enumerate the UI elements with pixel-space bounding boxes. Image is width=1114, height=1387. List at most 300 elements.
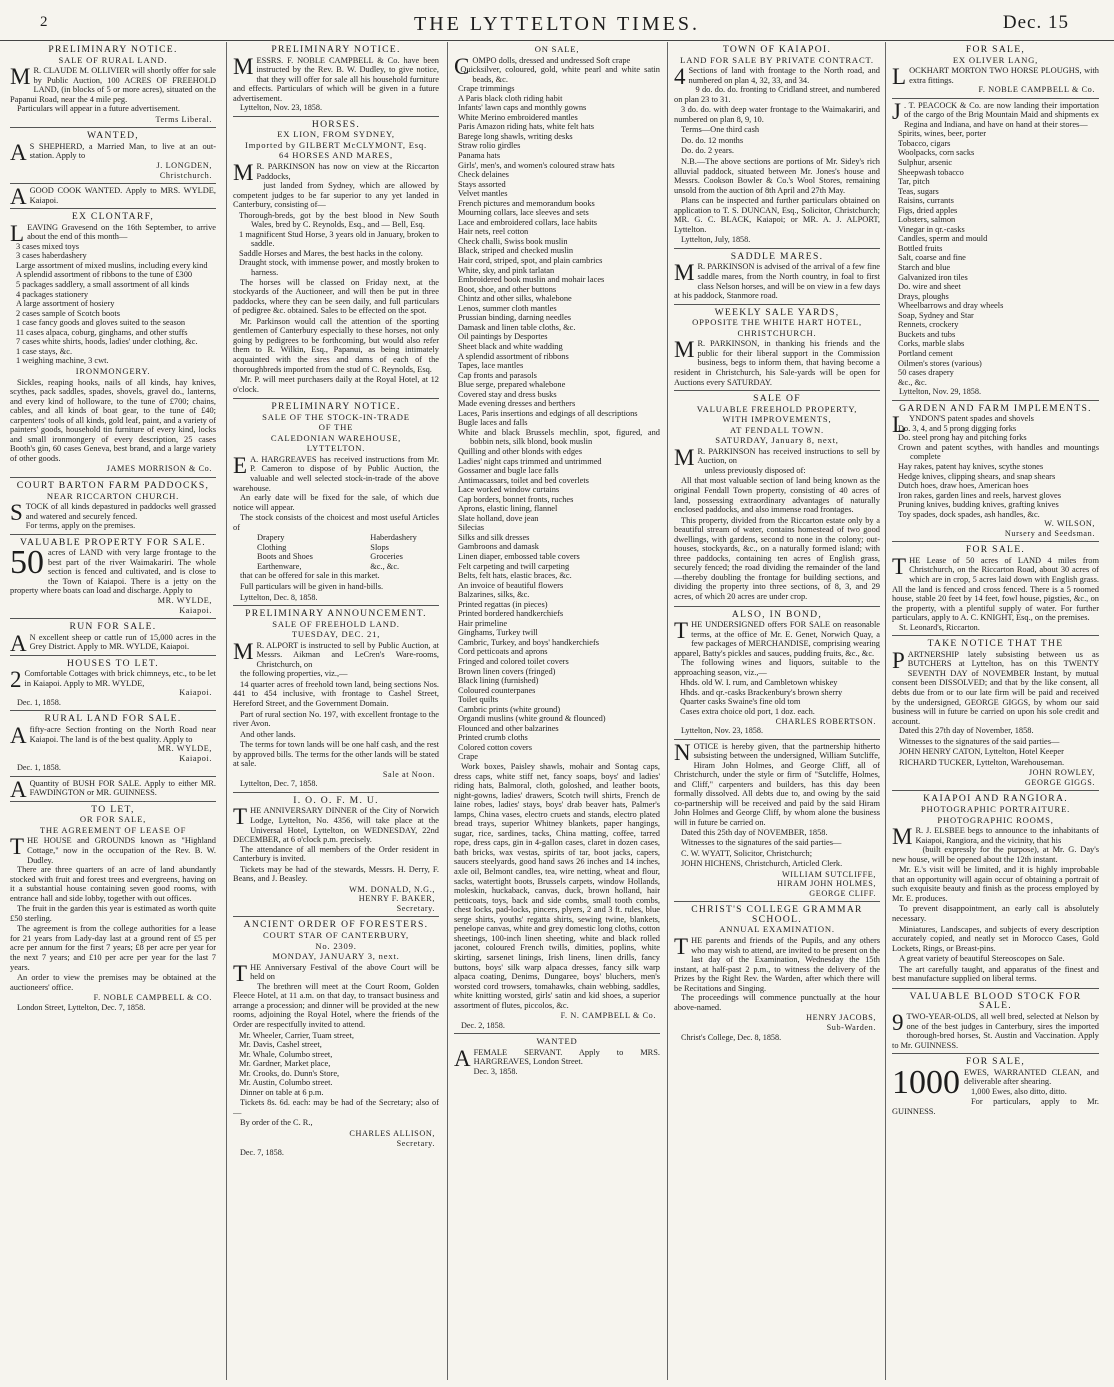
list-item: Printed bordered handkerchiefs <box>458 609 564 619</box>
ad-text: The proceedings will commence punctually at the hour above-named. <box>674 993 880 1012</box>
ad-text: FEMALE SERVANT. Apply to MRS. HARGREAVES, London Street. <box>473 1047 660 1067</box>
list-item: Coloured counterpanes <box>458 685 536 695</box>
list-item: Crown and patent scythes, with handles and mountings complete <box>898 442 1099 462</box>
column-1 <box>10 42 216 1382</box>
column-rule <box>447 42 448 1380</box>
list-item: Sulphur, arsenic <box>898 158 953 168</box>
list-item: Mr. Wheeler, Carrier, Tuam street, <box>239 1030 354 1040</box>
list-item: Velvet mantles <box>458 189 508 199</box>
column-rule <box>226 42 227 1380</box>
ad-heading: OF THE <box>318 422 354 433</box>
ad-text: A. HARGREAVES has received instructions from Mr. P. Cameron to dispose of by Public Auction, the valuable and well selected stock-in-trade of the above warehouse. <box>233 454 439 493</box>
ad-text: To prevent disappointment, an early call is absolutely necessary. <box>892 904 1099 924</box>
ad-heading: ALSO, IN BOND, <box>731 608 823 620</box>
list-item: Toilet quilts <box>458 695 499 705</box>
ad-heading: IRONMONGERY. <box>75 365 151 376</box>
ad-heading: SALE OF RURAL LAND. <box>58 54 168 65</box>
list-item: White Merino embroidered mantles <box>458 112 578 122</box>
advertisement <box>892 42 1099 99</box>
goods-list <box>454 65 660 762</box>
ad-text: An order to view the premises may be obtained at the auctioneers' office. <box>10 973 216 992</box>
advertisement <box>10 619 216 656</box>
list-item: Cambric, Turkey, and boys' handkerchiefs <box>458 637 599 647</box>
ad-text: There are three quarters of an acre of land abundantly stocked with fruit and forest trees and evergreens, having on it a substantial house containing seven good rooms, with entrance hall and side lobby, together with out offices. <box>10 865 216 903</box>
ad-text: Witnesses to the signatures of the said parties— <box>681 838 842 848</box>
ad-signature: HENRY JACOBS, <box>806 1013 876 1023</box>
advertisement <box>233 917 439 1160</box>
list-item: Mr. Gardner, Market place, <box>239 1059 331 1069</box>
list-item: Damask and linen table cloths, &c. <box>458 322 576 332</box>
ad-heading: VALUABLE FREEHOLD PROPERTY, <box>696 403 858 414</box>
ad-heading: 64 HORSES AND MARES, <box>279 150 393 161</box>
ad-heading: CALEDONIAN WAREHOUSE, <box>270 432 402 443</box>
ad-heading: PRELIMINARY ANNOUNCEMENT. <box>245 608 427 620</box>
list-item: 1 case fancy goods and gloves suited to the season <box>16 318 186 328</box>
ad-signature: F. N. CAMPBELL & Co. <box>560 1011 656 1021</box>
ad-heading: TOWN OF KAIAPOI. <box>722 44 832 55</box>
list-item: Covered stay and dress busks <box>458 389 557 399</box>
ad-text: HE ANNIVERSARY DINNER of the City of Norwich Lodge, Lyttelton, No. 4356, will take place at the Universal Hotel, Lyttelton, on WEDNESDAY, 22nd DECEMBER, at 6 o'clock p.m. precisely. <box>233 806 439 845</box>
ad-heading: PRELIMINARY NOTICE. <box>271 44 401 55</box>
advertisement <box>10 777 216 802</box>
ad-signature: Secretary. <box>396 1138 435 1148</box>
ad-text: The attendance of all members of the Order resident in Canterbury is invited. <box>233 844 439 864</box>
ad-text: TWO-YEAR-OLDS, all well bred, selected at Nelson by one of the best judges in Canterbury, sires the imported thorough-bred horses, St. Austin and Vaccination. Apply to Mr. GUINNESS. <box>892 1011 1099 1050</box>
advertisement <box>233 793 439 918</box>
list-item: Starch and blue <box>898 263 951 273</box>
ad-signature: CHARLES ROBERTSON. <box>775 716 876 726</box>
drop-cap: C <box>454 53 470 79</box>
list-item: Cases extra choice old port, 1 doz. each. <box>680 707 815 716</box>
list-item: Hair cord, striped, spot, and plain cambrics <box>458 256 603 266</box>
drop-cap: T <box>892 553 907 579</box>
list-item: Prussian binding, darning needles <box>458 313 572 323</box>
list-item: Cambric prints (white ground) <box>458 704 561 714</box>
list-item: Woolpacks, corn sacks <box>898 148 975 158</box>
ad-heading: KAIAPOI AND RANGIORA. <box>923 793 1068 805</box>
advertisement <box>674 740 880 903</box>
ad-heading: SADDLE MARES. <box>730 250 824 262</box>
ad-text: Sections of land with frontage to the North road, and numbered on plan 4, 32, 33, and 34. <box>688 66 880 85</box>
ad-heading: NEAR RICCARTON CHURCH. <box>46 490 180 501</box>
newspaper-title: THE LYTTELTON TIMES. <box>414 13 700 35</box>
ad-text: HE HOUSE and GROUNDS known as "Highland Cottage," now in the occupation of the Rev. B. W. Dudley. <box>27 836 216 865</box>
ad-text: the following properties, viz.,— <box>240 669 348 679</box>
ad-heading: PHOTOGRAPHIC PORTRAITURE. <box>920 804 1071 815</box>
ad-date: Christ's College, Dec. 8, 1858. <box>681 1032 782 1042</box>
advertisement <box>892 401 1099 543</box>
ad-text: JOHN HENRY CATON, Lyttelton, Hotel Keeper <box>899 747 1064 757</box>
ad-heading: WEEKLY SALE YARDS, <box>714 306 840 318</box>
ad-signature: F. NOBLE CAMPBELL & Co. <box>978 85 1095 95</box>
ad-text: All that most valuable section of land being known as the original Fendall Town property, consisting of 40 acres of land, possessing extraordinary advantages of naturally enclosed paddocks, and also immense road frontages. <box>674 476 880 515</box>
list-item: Mourning collars, lace sleeves and sets <box>458 208 589 218</box>
list-item: Black lining (furnished) <box>458 676 539 686</box>
list-item: Hedge knives, clipping shears, and snap shears <box>898 471 1056 481</box>
ad-date: St. Leonard's, Riccarton. <box>899 622 980 632</box>
drop-cap: A <box>10 723 27 748</box>
list-item: Hhds. old W. I. rum, and Cambletown whiskey <box>680 678 838 688</box>
list-item: Figs, dried apples <box>898 205 958 215</box>
list-item: Hair primeline <box>458 618 508 628</box>
ad-text: Miniatures, Landscapes, and subjects of every description accurately copied, and neatly set in Morocco Cases, Gold Lockets, Rings, or Breast-pins. <box>892 924 1099 953</box>
ad-text: Tickets may be had of the stewards, Messrs. H. Derry, F. Beans, and J. Beasley. <box>233 864 439 884</box>
ad-text: Work boxes, Paisley shawls, mohair and Sontag caps, dress caps, white stiff net, fancy soaps, boys' and ladies' riding hats, Balmoral, cloth, goloshed, and leather boots, night-gowns, ladies' drawers, Scotch twill shirts, French de laine robes, ladies' stays, boys' drab beaver hats, Palmer's lamps, China vases, electro cruets and stands, electro plated bread trays, superior Whitney blankets, paper hangings, sugar, rice, sardines, tacks, China matting, coffee, tarred rope, dress caps, gin in 4-gallon cases, claret in dozen cases, bath bricks, wax vestas, spirits of tar, boot jacks, capers, saucers steelyards, good hand saws 26 inches and 14 inches, axle oil, Belmont candles, tea, wire netting, wheat and flour, sacks, watertight boots, Brussels carpets, window Hollands, moleskin, huckaback, canvas, duck, brown holland, hair petticoats, toys, back and side combs, small tooth combs, chest locks, pad-locks, pincers, plyers, 2 and 3 ft. rules, blue serge shirts, youths' regatta shirts, sewing twine, blankets, penelope canvas, white and grey domestic long cloths, cotton sheetings, 100-inch linen sheeting, white and black rolled jaconet, coloured French twills, dimities, poplins, white skirting, sarsenet linings, Irish linens, linen drills, fancy buttons, boys' silk warp alpaca dresses, fancy silk warp alpaca coating, Denims, Dungaree, boys' bluchers, men's worsted cord trowsers, tomahawks, chain webbing, saddles, white knitting worsted, girls' satin and kid shoes, a superior assortment of flutes, piccolos, &c. <box>454 762 660 1010</box>
ad-text: C. W. WYATT, Solicitor, Christchurch; <box>681 848 813 858</box>
advertisement <box>10 535 216 619</box>
drop-cap: A <box>10 630 27 656</box>
ad-signature: F. NOBLE CAMPBELL & CO. <box>93 993 212 1003</box>
list-item: Balzarines, silks, &c. <box>458 590 530 600</box>
ad-text: fifty-acre Section fronting on the North Road near Kaiapoi. The land is of the best quality. Apply to <box>29 725 216 744</box>
ad-heading: EX CLONTARF, <box>71 211 155 223</box>
drop-cap: E <box>233 452 248 478</box>
list-item: Sheepwash tobacco <box>898 167 964 177</box>
ad-heading: COURT STAR OF CANTERBURY, <box>263 930 409 941</box>
list-item: Paris Amazon riding hats, white felt hats <box>458 122 595 132</box>
ad-text: The following wines and liquors, suitable to the approaching season, viz.,— <box>674 658 880 677</box>
ad-heading: HORSES. <box>311 118 361 130</box>
ad-date: Dec. 3, 1858. <box>473 1066 518 1076</box>
ad-text: that can be offered for sale in this market. <box>240 571 380 581</box>
ad-text: EWES, WARRANTED CLEAN, and deliverable after shearing. <box>964 1067 1099 1087</box>
drop-cap: T <box>233 804 248 830</box>
list-item: Felt carpeting and twill carpeting <box>458 561 570 571</box>
advertisement <box>233 606 439 793</box>
ad-text: Dinner on table at 6 p.m. <box>240 1087 324 1097</box>
ad-text: Mr. P. will meet purchasers daily at the Royal Hotel, at 12 o'clock. <box>233 375 439 394</box>
item-list <box>674 678 880 716</box>
list-item: An invoice of beautiful flowers <box>458 580 564 590</box>
list-item: Mr. Crooks, do. Dunn's Store, <box>239 1068 340 1078</box>
drop-cap: 50 <box>10 544 44 582</box>
drop-cap: T <box>674 934 689 960</box>
ad-text: TOCK of all kinds depastured in paddocks well grassed and watered and securely fenced. <box>25 502 216 521</box>
list-item: Made evening dresses and berthers <box>458 399 576 409</box>
ad-heading: TO LET, <box>91 803 135 815</box>
list-item: Black, striped and checked muslin <box>458 246 574 256</box>
list-item: Colored cotton covers <box>458 742 532 752</box>
ad-signature: GEORGE GIGGS. <box>1024 777 1095 787</box>
drop-cap: 1000 <box>892 1063 960 1101</box>
drop-cap: L <box>10 220 25 246</box>
ad-text: N.B.—The above sections are portions of Mr. Sidey's rich alluvial paddock, situated between Mr. Jones's house and Messrs. Cookson Bowler & Co.'s Wool Stores, remaining unsold from the auction of 8th April and 27th May. <box>674 157 880 195</box>
list-item: Brown linen covers (fringed) <box>458 666 556 676</box>
list-item: &c., &c. <box>370 561 400 571</box>
ad-date: London Street, Lyttelton, Dec. 7, 1858. <box>17 1002 146 1012</box>
ad-heading: LAND FOR SALE BY PRIVATE CONTRACT. <box>680 54 874 65</box>
ad-text: Witnesses to the signatures of the said parties— <box>899 736 1060 746</box>
list-item: 2 cases sample of Scotch boots <box>16 308 120 318</box>
ad-text: The stock consists of the choicest and most useful Articles of <box>233 513 439 532</box>
ad-text: just landed from Sydney, which are allowed by competent judges to be far superior to any yet landed in Canterbury, consisting of— <box>233 181 439 210</box>
drop-cap: N <box>674 739 691 765</box>
ad-date: Lyttelton, Nov. 23, 1858. <box>681 726 764 736</box>
list-item: Straw rolio girdles <box>458 141 521 151</box>
ad-text: An early date will be fixed for the sale, of which due notice will appear. <box>233 493 439 512</box>
drop-cap: T <box>674 618 689 644</box>
list-item: A Paris black cloth riding habit <box>458 93 563 103</box>
list-item: Cord petticoats and aprons <box>458 647 548 657</box>
list-item: Cap fronts and parasols <box>458 370 537 380</box>
ad-text: Tickets 8s. 6d. each: may be had of the Secretary; also of— <box>233 1098 439 1117</box>
drop-cap: A <box>10 139 27 165</box>
ad-heading: TAKE NOTICE THAT THE <box>927 638 1064 650</box>
list-item: Do. 3, 4, and 5 prong digging forks <box>898 423 1017 433</box>
ad-text: R. PARKINSON, in thanking his friends and the public for their liberal support in the Commission business, begs to inform them, that having become a resident in Christchurch, his Sale-yards will be open for Auctions every SATURDAY. <box>674 339 880 387</box>
advertisement <box>233 42 439 117</box>
list-item: Pruning knives, budding knives, grafting knives <box>898 500 1059 510</box>
list-item: Teas, sugars <box>898 186 939 196</box>
list-item: Check challi, Swiss book muslin <box>458 236 568 246</box>
ad-signature: Sub-Warden. <box>826 1022 876 1032</box>
list-item: Lace and embroidered collars, lace habits <box>458 217 598 227</box>
ad-text: The brethren will meet at the Court Room, Golden Fleece Hotel, at 11 a.m. on that day, to transact business and arrange a procession; and dinner will be provided at the new rooms, adjoining the Royal Hotel, where the friends of the Order are respectfully invited to attend. <box>233 981 439 1029</box>
ad-signature: Christchurch. <box>159 170 212 180</box>
list-item: Tobacco, cigars <box>898 138 951 148</box>
list-item: Wheelbarrows and dray wheels <box>898 301 1004 311</box>
drop-cap: 9 <box>892 1009 904 1035</box>
list-item: A splendid assortment of ribbons to the tune of £300 <box>16 270 193 280</box>
list-item: Mr. Whale, Columbo street, <box>239 1049 333 1059</box>
list-item: Large assortment of mixed muslins, including every kind <box>16 260 208 270</box>
ad-heading: HOUSES TO LET. <box>66 657 160 669</box>
advertisement <box>10 184 216 209</box>
list-item: Hay rakes, patent hay knives, scythe stones <box>898 461 1044 471</box>
ad-text: HE Anniversary Festival of the above Court will be held on <box>250 962 439 982</box>
drop-cap: L <box>892 64 907 90</box>
ad-heading: OPPOSITE THE WHITE HART HOTEL, <box>692 317 862 328</box>
ad-text: R. PARKINSON has received instructions to sell by Auction, on <box>697 446 880 466</box>
ad-text: unless previously disposed of: <box>704 465 806 475</box>
ad-text: JOHN HICHENS, Christchurch, Articled Clerk. <box>681 859 843 869</box>
ad-date: Lyttelton, Dec. 8, 1858. <box>240 592 318 602</box>
ad-heading: COURT BARTON FARM PADDOCKS, <box>16 479 210 491</box>
list-item: Oil paintings by Desportes <box>458 332 548 342</box>
list-item: Iron rakes, garden lines and reels, harvest gloves <box>898 490 1062 500</box>
drop-cap: S <box>10 500 23 526</box>
advertisement <box>10 656 216 712</box>
list-item: Groceries <box>370 552 403 562</box>
ad-date: Dec. 7, 1858. <box>240 1148 284 1158</box>
drop-cap: T <box>233 960 248 986</box>
ad-text: Terms—One third cash <box>681 125 760 135</box>
ad-signature: WILLIAM SUTCLIFFE, <box>781 869 876 879</box>
advertisement <box>892 636 1099 791</box>
list-item: Toy spades, dock spades, ash handles, &c. <box>898 509 1040 519</box>
ad-heading: SATURDAY, January 8, next, <box>715 435 839 446</box>
ad-text: Sickles, reaping hooks, nails of all kinds, hay knives, scythes, pack saddles, spades, shovels, gravel do., lanterns, and every kind of holloware, to the tune of £700; chains, cables, and all kinds of boat gear, to the tune of £40; carpenters' tools of all kinds, gold leaf, paint, and a variety of painters' goods, household tin furniture of every kind, locks and small ironmongery of every description, 25 cases Booth's gin, 60 cases Geneva, best brand, and a large variety of other goods. <box>10 377 216 463</box>
ad-text: . T. PEACOCK & Co. are now landing their importation of the cargo of the Brig Mountain Maid and shipments ex Regina and Indiana, and have on hand at their stores— <box>903 100 1099 129</box>
ad-text: S SHEPHERD, a Married Man, to live at an out-station. Apply to <box>29 141 216 161</box>
list-item: Salt, coarse and fine <box>898 253 966 263</box>
ad-heading: GARDEN AND FARM IMPLEMENTS. <box>899 402 1092 414</box>
ad-signature: HIRAM JOHN HOLMES, <box>777 879 876 889</box>
list-item: Haberdashery <box>370 533 417 543</box>
list-item: Draught stock, with immense power, and mostly broken to harness. <box>239 258 439 278</box>
drop-cap: A <box>10 184 27 210</box>
ad-signature: Secretary. <box>396 903 435 913</box>
ad-heading: EX OLIVER LANG, <box>952 54 1039 65</box>
list-item: Dutch hoes, draw hoes, American hoes <box>898 481 1029 491</box>
advertisement <box>674 249 880 305</box>
list-row <box>233 562 439 572</box>
advertisement <box>674 42 880 249</box>
ad-heading: FOR SALE, <box>965 44 1026 55</box>
ad-heading: VALUABLE PROPERTY FOR SALE. <box>20 536 206 548</box>
ad-heading: PHOTOGRAPHIC ROOMS, <box>937 814 1054 825</box>
ad-date: Dec. 1, 1858. <box>17 763 61 773</box>
ad-date: For terms, apply on the premises. <box>25 521 136 531</box>
ad-date: Dec. 1, 1858. <box>17 697 61 707</box>
ad-heading: LYTTELTON. <box>306 443 366 454</box>
ad-text: HE UNDERSIGNED offers FOR SALE on reasonable terms, at the office of Mr. E. Genet, Norwich Quay, a few packages of MERCHANDISE, comprising wearing apparel, Batty's pickles and sauces, pudding fruits, &c., &c. <box>674 620 880 658</box>
ad-signature: Kaiapoi. <box>179 753 212 763</box>
advertisement <box>674 305 880 391</box>
list-item: Rennets, crockery <box>898 320 959 330</box>
list-item: Corks, marble slabs <box>898 339 965 349</box>
ad-text: A great variety of beautiful Stereoscopes on Sale. <box>899 954 1065 964</box>
ad-heading: TUESDAY, DEC. 21, <box>291 629 381 640</box>
ad-text: acres of LAND with very large frontage to the best part of the river Waimakariri. The whole section is fenced and cultivated, and is close to the Town of Kaiapoi. There is a jetty on the property where boats can load and discharge. Apply to <box>10 548 216 596</box>
advertisement <box>10 802 216 1015</box>
list-item: 3 cases haberdashery <box>16 251 87 261</box>
advertisement <box>892 791 1099 988</box>
list-item: White, sky, and pink tarlatan <box>458 265 555 275</box>
list-item: Drapery <box>257 533 285 543</box>
list-item: Organdi muslins (white ground & flounced) <box>458 714 606 724</box>
column-2 <box>233 42 439 1382</box>
ad-text: The art carefully taught, and apparatus of the finest and best manufacture supplied on liberal terms. <box>892 964 1099 984</box>
ad-heading: SALE OF THE STOCK-IN-TRADE <box>262 411 410 422</box>
ad-heading: SALE OF <box>753 393 801 405</box>
list-item: Do. wire and sheet <box>898 282 961 292</box>
column-5 <box>892 42 1099 1382</box>
advertisement-wanted-servant <box>454 1034 660 1079</box>
ad-text: Dated this 25th day of NOVEMBER, 1858. <box>681 827 828 837</box>
list-item: Aprons, elastic lining, flannel <box>458 504 558 514</box>
list-item: Barege long shawls, writing desks <box>458 131 573 141</box>
ad-text: Mr. Parkinson would call the attention of the sporting gentlemen of Canterbury especially to these horses, not only going by pedigrees to be forthcoming, but would also refer them to R. Wilkin, Esq., Papanui, as being intimately acquainted with the sires and dams of each of the thoroughbreds imported from the stud of C. Reynolds, Esq. <box>233 316 439 374</box>
list-item: Mr. Davis, Cashel street, <box>239 1040 322 1050</box>
list-item: Slate holland, dove jean <box>458 513 539 523</box>
advertisement <box>10 42 216 128</box>
ad-text: Mr. E.'s visit will be limited, and it is highly improbable that an opportunity will again occur of obtaining a portrait of such exquisite beauty and finish as the process employed by Mr. E. produces. <box>892 865 1099 903</box>
drop-cap: A <box>454 1045 471 1071</box>
list-item: Boot, shoe, and other buttons <box>458 284 557 294</box>
ad-signature: J. LONGDEN, <box>156 161 212 171</box>
ad-heading: SALE OF FREEHOLD LAND. <box>272 618 400 629</box>
drop-cap: M <box>233 53 254 79</box>
ad-heading: No. 2309. <box>315 940 357 951</box>
ad-text: 3 do. do. with deep water frontage to the Waimakariri, and numbered on plan 8, 9, 10. <box>674 105 880 124</box>
drop-cap: M <box>10 64 31 90</box>
masthead <box>0 0 1114 41</box>
list-item: Linen diaper, embossed table covers <box>458 551 580 561</box>
ad-text: EAVING Gravesend on the 16th September, to arrive about the end of this month— <box>27 222 216 242</box>
advertisement <box>10 711 216 776</box>
list-item: Lace worked window curtains <box>458 485 560 495</box>
list-item: 1 case stays, &c. <box>16 346 73 356</box>
ad-signature: MR. WYLDE, <box>157 595 212 605</box>
ad-heading: PRELIMINARY NOTICE. <box>48 44 178 55</box>
ad-signature: W. WILSON, <box>1044 519 1095 529</box>
advertisement <box>674 902 880 1045</box>
ad-heading: THE AGREEMENT OF LEASE OF <box>39 824 187 835</box>
advertisement-on-sale <box>454 42 660 1034</box>
ad-date: Lyttelton, Nov. 29, 1858. <box>899 387 982 397</box>
list-item: 1 magnificent Stud Horse, 3 years old in January, broken to saddle. <box>239 229 439 249</box>
ad-text: ESSRS. F. NOBLE CAMPBELL & Co. have been instructed by the Rev. B. W. Dudley, to give notice, that they will offer for sale all his household furniture and effects. Particulars of which will be given in a future advertisement. <box>233 55 439 103</box>
list-item: Crape trimmings <box>458 84 515 94</box>
ad-heading: ANCIENT ORDER OF FORESTERS. <box>243 919 429 931</box>
list-item: 4 packages stationery <box>16 289 89 299</box>
list-item: Silks and silk dresses <box>458 532 530 542</box>
list-item: Laces, Paris insertions and edgings of all descriptions <box>458 408 638 418</box>
drop-cap: M <box>674 444 695 470</box>
list-item: Sheet black and white wadding <box>458 341 563 351</box>
column-rule <box>885 42 886 1380</box>
advertisement <box>10 478 216 535</box>
drop-cap: M <box>674 260 695 286</box>
list-item: Gossamer and bugle lace falls <box>458 466 559 476</box>
list-item: &c., &c. <box>898 377 927 387</box>
list-item: Crape <box>458 752 478 762</box>
ad-text: R. PARKINSON is advised of the arrival of a few fine saddle mares, from the North country, in foal to first class Nelson horses, and will be on view in a few days at his paddock, Stanmore road. <box>674 262 880 301</box>
list-item: Raisins, currants <box>898 196 954 206</box>
ad-text: R. PARKINSON has now on view at the Riccarton Paddocks, <box>256 162 439 181</box>
advertisement <box>892 1054 1099 1120</box>
drop-cap: J <box>892 98 901 124</box>
ad-text: 9 do. do. do. fronting to Cridland street, and numbered on plan 23 to 31. <box>674 85 880 104</box>
list-item: Blue serge, prepared whalebone <box>458 380 566 390</box>
ad-date: Lyttelton, Dec. 7, 1858. <box>240 779 318 789</box>
ad-text: 14 quarter acres of freehold town land, being sections Nos. 441 to 454 inclusive, with frontage to Cashel Street, Hereford Street, and the Government Domain. <box>233 679 439 708</box>
ad-text: This property, divided from the Riccarton estate only by a beautiful stream of water, contains homestead of two good dwellings, with gardens, second to none in the colony; out-houses, stockyards, &c., on a naturally formed island; with three paddocks, containing ten acres of English grass, securely fenced; the road dividing the remainder of the land—thereby doubling the frontage for building sections, and dividing the property into three sections, of 8, 3, and 29 acres, of which 20 acres are under crop. <box>674 515 880 601</box>
ad-heading: OR FOR SALE, <box>79 814 147 825</box>
advertisement <box>10 209 216 478</box>
list-row <box>233 552 439 562</box>
ad-heading: VALUABLE BLOOD STOCK FOR SALE. <box>909 990 1082 1012</box>
ad-text: By order of the C. R., <box>240 1118 313 1128</box>
list-item: 5 packages saddlery, a small assortment of all kinds <box>16 280 190 290</box>
ad-signature: HENRY F. BAKER, <box>358 894 435 904</box>
ad-date: Lyttelton, July, 1858. <box>681 235 751 245</box>
ad-text: Full particulars will be given in hand-bills. <box>240 581 384 591</box>
ad-text: Comfortable Cottages with brick chimneys, etc., to be let in Kaiapoi. Apply to MR. WYLDE, <box>24 669 216 688</box>
ad-text: OMPO dolls, dressed and undressed Soft crape <box>472 55 631 65</box>
list-item: Hhds. and qr.-casks Brackenbury's brown sherry <box>680 687 843 697</box>
drop-cap: L <box>892 412 907 438</box>
list-item: Portland cement <box>898 348 953 358</box>
column-3 <box>454 42 660 1382</box>
list-item: Oilmen's stores (various) <box>898 358 982 368</box>
ad-text: Particulars will appear in a future advertisement. <box>17 104 181 114</box>
ad-text: (built expressly for the purpose), at Mr. G. Day's new house, will be opened about the 12th instant. <box>892 845 1099 864</box>
ad-text: Plans can be inspected and further particulars obtained on application to T. S. DUNCAN, Esq., Solicitor, Christchurch; MR. G. C. BLACK, Kaiapoi; or MR. A. J. ALPORT, Lyttelton. <box>674 196 880 234</box>
ad-heading: AT FENDALL TOWN. <box>730 424 824 435</box>
ad-text: Do. do. 12 months <box>681 135 744 145</box>
list-item: Clothing <box>257 542 287 552</box>
item-list <box>233 1031 439 1088</box>
advertisement <box>233 117 439 399</box>
list-item: A splendid assortment of ribbons <box>458 351 569 361</box>
column-4 <box>674 42 880 1382</box>
ad-signature: JOHN ROWLEY, <box>1028 768 1095 778</box>
ad-signature: MR. WYLDE, <box>157 744 212 754</box>
list-item: Silecias <box>458 523 485 533</box>
list-item: Earthenware, <box>257 561 302 571</box>
